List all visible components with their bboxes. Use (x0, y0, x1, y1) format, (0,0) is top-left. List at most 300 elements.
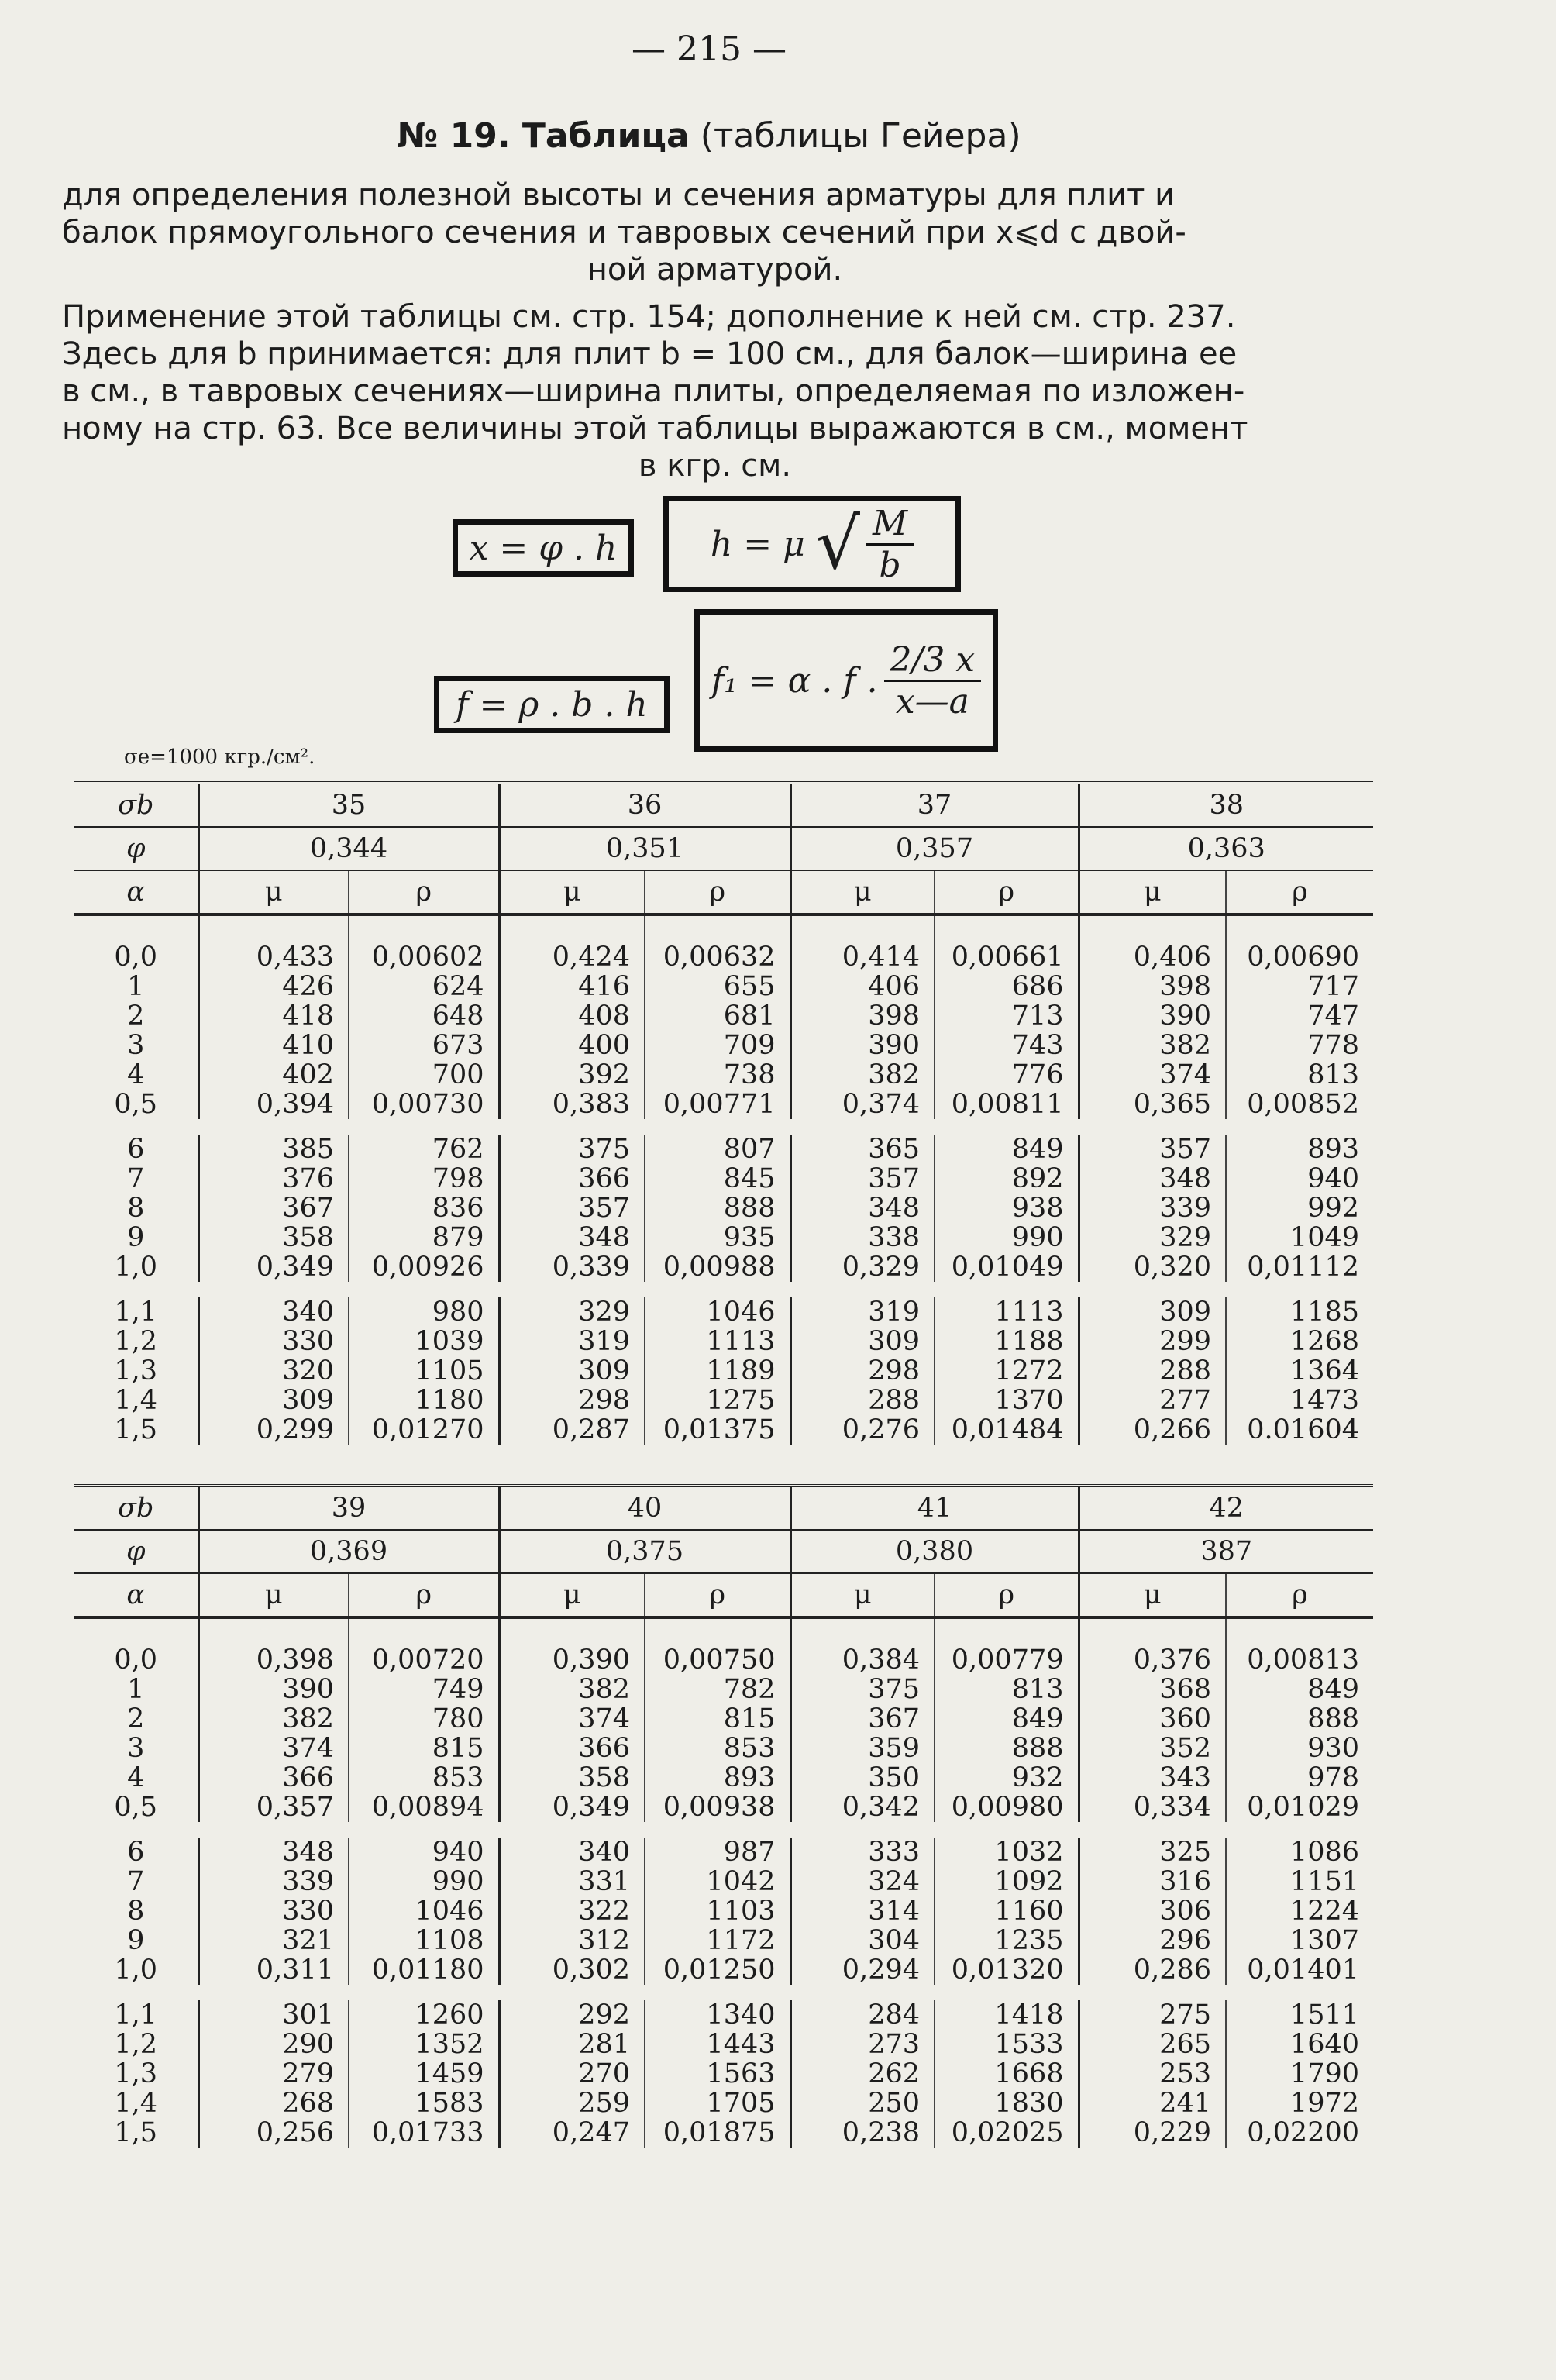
rho-cell: 0,01250 (645, 1955, 790, 1985)
rho-cell: 1108 (349, 1926, 499, 1955)
mu-cell: 338 (790, 1223, 935, 1252)
rho-cell: 762 (349, 1135, 499, 1164)
rho-cell: 780 (349, 1704, 499, 1734)
sigma-value: 41 (790, 1486, 1079, 1530)
rho-cell: 798 (349, 1164, 499, 1193)
table-row (74, 1090, 1373, 1119)
rho-cell: 1260 (349, 2000, 499, 2030)
table-row (74, 1896, 1373, 1926)
rho-cell: 648 (349, 1001, 499, 1031)
mu-cell: 358 (198, 1223, 349, 1252)
mu-cell: 314 (790, 1896, 935, 1926)
table-row (74, 2089, 1373, 2118)
rho-cell: 892 (935, 1164, 1079, 1193)
rho-cell: 0,01320 (935, 1955, 1079, 1985)
rho-cell: 717 (1226, 972, 1373, 1001)
table-row (74, 1386, 1373, 1415)
table-row (74, 1135, 1373, 1164)
rho-cell: 713 (935, 1001, 1079, 1031)
rho-cell: 938 (935, 1193, 1079, 1223)
alpha-cell: 0,5 (114, 1089, 158, 1120)
rho-cell: 0,00894 (349, 1793, 499, 1822)
mu-cell: 270 (499, 2059, 645, 2089)
rho-cell: 893 (1226, 1135, 1373, 1164)
mu-cell: 0,311 (198, 1955, 349, 1985)
rho-cell: 930 (1226, 1734, 1373, 1763)
rho-cell: 845 (645, 1164, 790, 1193)
table-2 (74, 1484, 1373, 2148)
table-row (74, 1060, 1373, 1090)
alpha-label: α (74, 1573, 198, 1617)
rho-cell: 0,01375 (645, 1415, 790, 1445)
table-1 (74, 781, 1373, 1445)
mu-cell: 374 (1079, 1060, 1226, 1090)
mu-cell: 333 (790, 1838, 935, 1867)
rho-cell: 815 (349, 1734, 499, 1763)
rho-cell: 853 (349, 1763, 499, 1793)
rho-cell: 0,00988 (645, 1252, 790, 1282)
rho-cell: 1459 (349, 2059, 499, 2089)
alpha-cell: 3 (127, 1030, 145, 1061)
rho-cell: 0,00980 (935, 1793, 1079, 1822)
formula-h (663, 496, 961, 592)
sigma-row (74, 1486, 1373, 1530)
mu-cell: 350 (790, 1763, 935, 1793)
intro-line: ной арматурой. (587, 252, 843, 288)
mu-cell: 398 (1079, 972, 1226, 1001)
rho-cell: 980 (349, 1297, 499, 1327)
page-title (0, 116, 1418, 156)
mu-cell: 0,247 (499, 2118, 645, 2148)
mu-cell: 0,424 (499, 914, 645, 972)
rho-cell: 0,01484 (935, 1415, 1079, 1445)
mu-cell: 277 (1079, 1386, 1226, 1415)
mu-cell: 309 (790, 1327, 935, 1356)
table-row (74, 2118, 1373, 2148)
rho-cell: 1185 (1226, 1297, 1373, 1327)
rho-cell: 655 (645, 972, 790, 1001)
rho-header: ρ (935, 1573, 1079, 1617)
mu-cell: 357 (790, 1164, 935, 1193)
table-row (74, 1763, 1373, 1793)
rho-cell: 1640 (1226, 2030, 1373, 2059)
mu-cell: 0,383 (499, 1090, 645, 1119)
mu-cell: 367 (198, 1193, 349, 1223)
rho-cell: 879 (349, 1223, 499, 1252)
mu-cell: 343 (1079, 1763, 1226, 1793)
page-number: — 215 — (632, 29, 787, 69)
rho-cell: 1046 (645, 1297, 790, 1327)
rho-cell: 1103 (645, 1896, 790, 1926)
stress-note: σe=1000 кгр./см². (124, 746, 315, 769)
table-row (74, 1031, 1373, 1060)
rho-cell: 1275 (645, 1386, 790, 1415)
rho-cell: 0,02025 (935, 2118, 1079, 2148)
mu-cell: 309 (499, 1356, 645, 1386)
mu-cell: 416 (499, 972, 645, 1001)
rho-cell: 1370 (935, 1386, 1079, 1415)
formula-x: x = φ . h (453, 519, 634, 577)
mu-cell: 375 (499, 1135, 645, 1164)
mu-header: μ (198, 1573, 349, 1617)
rho-cell: 0,01401 (1226, 1955, 1373, 1985)
table-row (74, 1252, 1373, 1282)
alpha-label: α (74, 870, 198, 914)
mu-cell: 410 (198, 1031, 349, 1060)
mu-cell: 359 (790, 1734, 935, 1763)
alpha-cell: 1,0 (114, 1955, 158, 1986)
mu-cell: 352 (1079, 1734, 1226, 1763)
table-1-body (74, 914, 1373, 1445)
phi-label: φ (74, 1530, 198, 1573)
mu-cell: 329 (499, 1297, 645, 1327)
alpha-cell: 9 (127, 1925, 145, 1956)
mu-cell: 0,320 (1079, 1252, 1226, 1282)
rho-cell: 0,00938 (645, 1793, 790, 1822)
rho-cell: 1668 (935, 2059, 1079, 2089)
mu-cell: 306 (1079, 1896, 1226, 1926)
table-row (74, 1297, 1373, 1327)
column-header-row (74, 870, 1373, 914)
intro-paragraph (62, 177, 1368, 288)
rho-cell: 1511 (1226, 2000, 1373, 2030)
mu-cell: 418 (198, 1001, 349, 1031)
mu-cell: 325 (1079, 1838, 1226, 1867)
phi-label: φ (74, 827, 198, 870)
rho-cell: 1443 (645, 2030, 790, 2059)
alpha-cell: 6 (127, 1837, 145, 1868)
mu-cell: 301 (198, 2000, 349, 2030)
formula-h-den: b (879, 545, 901, 585)
alpha-cell: 2 (127, 1001, 145, 1032)
rho-cell: 0.01604 (1226, 1415, 1373, 1445)
mu-cell: 340 (198, 1297, 349, 1327)
rho-header: ρ (645, 870, 790, 914)
rho-cell: 888 (935, 1734, 1079, 1763)
usage-paragraph (62, 298, 1368, 484)
mu-cell: 304 (790, 1926, 935, 1955)
rho-header: ρ (349, 1573, 499, 1617)
rho-cell: 1364 (1226, 1356, 1373, 1386)
rho-header: ρ (349, 870, 499, 914)
mu-cell: 339 (198, 1867, 349, 1896)
mu-cell: 253 (1079, 2059, 1226, 2089)
rho-cell: 813 (1226, 1060, 1373, 1090)
phi-value: 0,344 (198, 827, 499, 870)
table-row (74, 1838, 1373, 1867)
table-row (74, 1704, 1373, 1734)
sigma-value: 37 (790, 783, 1079, 827)
alpha-cell: 1,1 (114, 1297, 158, 1328)
rho-cell: 709 (645, 1031, 790, 1060)
mu-cell: 0,406 (1079, 914, 1226, 972)
mu-cell: 348 (1079, 1164, 1226, 1193)
mu-cell: 299 (1079, 1327, 1226, 1356)
rho-cell: 624 (349, 972, 499, 1001)
alpha-cell: 1,1 (114, 1999, 158, 2030)
mu-cell: 0,302 (499, 1955, 645, 1985)
mu-header: μ (1079, 870, 1226, 914)
mu-cell: 382 (499, 1675, 645, 1704)
group-gap-cell (74, 1985, 1373, 2000)
rho-cell: 0,00632 (645, 914, 790, 972)
rho-cell: 935 (645, 1223, 790, 1252)
table-row (74, 2059, 1373, 2089)
mu-header: μ (790, 1573, 935, 1617)
alpha-cell: 1,3 (114, 1355, 158, 1386)
rho-cell: 1583 (349, 2089, 499, 2118)
rho-cell: 1105 (349, 1356, 499, 1386)
mu-cell: 357 (1079, 1135, 1226, 1164)
alpha-cell: 0,0 (114, 1645, 158, 1676)
phi-value: 0,369 (198, 1530, 499, 1573)
group-gap (74, 1282, 1373, 1297)
mu-cell: 0,384 (790, 1617, 935, 1675)
table-row (74, 1327, 1373, 1356)
rho-header: ρ (1226, 870, 1373, 914)
rho-cell: 0,01029 (1226, 1793, 1373, 1822)
rho-cell: 932 (935, 1763, 1079, 1793)
mu-cell: 339 (1079, 1193, 1226, 1223)
rho-cell: 815 (645, 1704, 790, 1734)
rho-cell: 0,01112 (1226, 1252, 1373, 1282)
rho-cell: 1272 (935, 1356, 1079, 1386)
rho-cell: 1113 (645, 1327, 790, 1356)
sigma-value: 42 (1079, 1486, 1373, 1530)
rho-cell: 0,00661 (935, 914, 1079, 972)
table-2-body (74, 1617, 1373, 2148)
mu-cell: 284 (790, 2000, 935, 2030)
mu-cell: 320 (198, 1356, 349, 1386)
rho-cell: 888 (1226, 1704, 1373, 1734)
mu-cell: 330 (198, 1327, 349, 1356)
alpha-cell: 7 (127, 1866, 145, 1897)
mu-cell: 298 (790, 1356, 935, 1386)
rho-cell: 747 (1226, 1001, 1373, 1031)
usage-line: Применение этой таблицы см. стр. 154; дополнение к ней см. стр. 237. (62, 299, 1236, 335)
alpha-cell: 1,0 (114, 1252, 158, 1283)
mu-cell: 358 (499, 1763, 645, 1793)
mu-cell: 357 (499, 1193, 645, 1223)
alpha-cell: 1,4 (114, 2088, 158, 2119)
mu-cell: 0,339 (499, 1252, 645, 1282)
phi-value: 387 (1079, 1530, 1373, 1573)
rho-cell: 0,00771 (645, 1090, 790, 1119)
mu-cell: 288 (790, 1386, 935, 1415)
mu-cell: 279 (198, 2059, 349, 2089)
mu-cell: 406 (790, 972, 935, 1001)
mu-cell: 0,349 (198, 1252, 349, 1282)
rho-cell: 1046 (349, 1896, 499, 1926)
rho-cell: 888 (645, 1193, 790, 1223)
phi-value: 0,363 (1079, 827, 1373, 870)
rho-cell: 1042 (645, 1867, 790, 1896)
intro-line: балок прямоугольного сечения и тавровых сечений при x⩽d с двой- (62, 215, 1186, 250)
mu-cell: 322 (499, 1896, 645, 1926)
alpha-cell: 1 (127, 971, 145, 1002)
rho-cell: 0,00926 (349, 1252, 499, 1282)
rho-cell: 1418 (935, 2000, 1079, 2030)
group-gap-cell (74, 1119, 1373, 1135)
rho-cell: 743 (935, 1031, 1079, 1060)
rho-cell: 1189 (645, 1356, 790, 1386)
rho-cell: 673 (349, 1031, 499, 1060)
sigma-value: 40 (499, 1486, 790, 1530)
mu-cell: 324 (790, 1867, 935, 1896)
rho-cell: 836 (349, 1193, 499, 1223)
table-row (74, 1164, 1373, 1193)
mu-cell: 376 (198, 1164, 349, 1193)
mu-cell: 309 (198, 1386, 349, 1415)
mu-cell: 348 (790, 1193, 935, 1223)
rho-cell: 681 (645, 1001, 790, 1031)
mu-cell: 367 (790, 1704, 935, 1734)
mu-cell: 0,276 (790, 1415, 935, 1445)
alpha-cell: 1,2 (114, 2029, 158, 2060)
mu-cell: 288 (1079, 1356, 1226, 1386)
rho-cell: 1092 (935, 1867, 1079, 1896)
table-row (74, 1001, 1373, 1031)
mu-cell: 250 (790, 2089, 935, 2118)
rho-cell: 978 (1226, 1763, 1373, 1793)
rho-cell: 738 (645, 1060, 790, 1090)
rho-cell: 940 (1226, 1164, 1373, 1193)
mu-cell: 296 (1079, 1926, 1226, 1955)
mu-header: μ (1079, 1573, 1226, 1617)
rho-cell: 0,00750 (645, 1617, 790, 1675)
formula-f1-num: 2/3 x (884, 640, 982, 682)
mu-cell: 366 (499, 1164, 645, 1193)
rho-cell: 0,01270 (349, 1415, 499, 1445)
table-row (74, 914, 1373, 972)
mu-header: μ (499, 870, 645, 914)
sigma-row (74, 783, 1373, 827)
alpha-cell: 4 (127, 1762, 145, 1793)
mu-cell: 348 (198, 1838, 349, 1867)
mu-cell: 366 (198, 1763, 349, 1793)
alpha-cell: 1,5 (114, 2117, 158, 2148)
mu-cell: 366 (499, 1734, 645, 1763)
mu-cell: 382 (790, 1060, 935, 1090)
rho-cell: 0,00690 (1226, 914, 1373, 972)
rho-cell: 1086 (1226, 1838, 1373, 1867)
rho-cell: 1307 (1226, 1926, 1373, 1955)
mu-header: μ (198, 870, 349, 914)
mu-cell: 340 (499, 1838, 645, 1867)
alpha-cell: 7 (127, 1163, 145, 1194)
mu-cell: 0,433 (198, 914, 349, 972)
column-header-row (74, 1573, 1373, 1617)
rho-cell: 0,00720 (349, 1617, 499, 1675)
rho-cell: 1340 (645, 2000, 790, 2030)
mu-cell: 330 (198, 1896, 349, 1926)
rho-cell: 1790 (1226, 2059, 1373, 2089)
mu-cell: 0,374 (790, 1090, 935, 1119)
group-gap (74, 1985, 1373, 2000)
mu-cell: 331 (499, 1867, 645, 1896)
mu-cell: 390 (790, 1031, 935, 1060)
formula-f: f = ρ . b . h (434, 676, 670, 733)
rho-cell: 1172 (645, 1926, 790, 1955)
formula-f1 (694, 609, 998, 752)
title-subtitle: (таблицы Гейера) (689, 116, 1021, 156)
formula-h-left: h = μ (710, 524, 805, 564)
rho-header: ρ (1226, 1573, 1373, 1617)
mu-cell: 329 (1079, 1223, 1226, 1252)
alpha-cell: 0,5 (114, 1792, 158, 1823)
formula-f1-den: x—a (895, 681, 969, 722)
rho-cell: 1049 (1226, 1223, 1373, 1252)
rho-cell: 1151 (1226, 1867, 1373, 1896)
mu-header: μ (499, 1573, 645, 1617)
rho-cell: 813 (935, 1675, 1079, 1704)
mu-cell: 348 (499, 1223, 645, 1252)
sigma-value: 38 (1079, 783, 1373, 827)
rho-cell: 807 (645, 1135, 790, 1164)
mu-cell: 368 (1079, 1675, 1226, 1704)
mu-cell: 281 (499, 2030, 645, 2059)
rho-cell: 1235 (935, 1926, 1079, 1955)
rho-cell: 1160 (935, 1896, 1079, 1926)
rho-cell: 990 (935, 1223, 1079, 1252)
rho-header: ρ (645, 1573, 790, 1617)
table-row (74, 1793, 1373, 1822)
mu-cell: 265 (1079, 2030, 1226, 2059)
alpha-cell: 9 (127, 1222, 145, 1253)
table-row (74, 1926, 1373, 1955)
rho-cell: 1113 (935, 1297, 1079, 1327)
group-gap-cell (74, 1822, 1373, 1838)
rho-cell: 853 (645, 1734, 790, 1763)
alpha-cell: 1,4 (114, 1385, 158, 1416)
mu-cell: 262 (790, 2059, 935, 2089)
mu-cell: 321 (198, 1926, 349, 1955)
rho-cell: 1032 (935, 1838, 1079, 1867)
mu-cell: 0,256 (198, 2118, 349, 2148)
alpha-cell: 1,5 (114, 1414, 158, 1445)
mu-cell: 319 (499, 1327, 645, 1356)
rho-cell: 990 (349, 1867, 499, 1896)
mu-cell: 392 (499, 1060, 645, 1090)
group-gap-cell (74, 1282, 1373, 1297)
mu-cell: 316 (1079, 1867, 1226, 1896)
table-row (74, 972, 1373, 1001)
table-row (74, 1867, 1373, 1896)
mu-cell: 259 (499, 2089, 645, 2118)
rho-cell: 987 (645, 1838, 790, 1867)
phi-row (74, 1530, 1373, 1573)
phi-value: 0,375 (499, 1530, 790, 1573)
phi-value: 0,351 (499, 827, 790, 870)
table-row (74, 1955, 1373, 1985)
mu-cell: 0,286 (1079, 1955, 1226, 1985)
rho-cell: 1473 (1226, 1386, 1373, 1415)
rho-cell: 700 (349, 1060, 499, 1090)
rho-cell: 1533 (935, 2030, 1079, 2059)
formula-f1-left: f₁ = α . f . (711, 660, 878, 701)
sigma-value: 39 (198, 1486, 499, 1530)
mu-cell: 0,342 (790, 1793, 935, 1822)
rho-cell: 0,00779 (935, 1617, 1079, 1675)
mu-cell: 398 (790, 1001, 935, 1031)
mu-cell: 312 (499, 1926, 645, 1955)
mu-cell: 375 (790, 1675, 935, 1704)
rho-cell: 1180 (349, 1386, 499, 1415)
table-row (74, 1193, 1373, 1223)
alpha-cell: 8 (127, 1896, 145, 1927)
mu-cell: 360 (1079, 1704, 1226, 1734)
rho-cell: 0,01733 (349, 2118, 499, 2148)
